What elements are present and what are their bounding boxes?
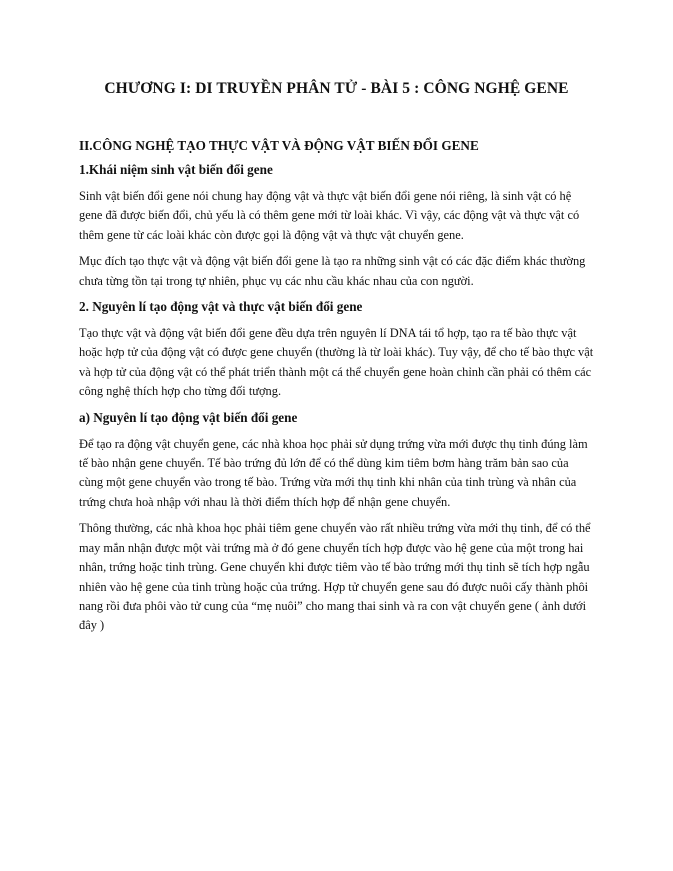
subsection-heading-principle: 2. Nguyên lí tạo động vật và thực vật biến đổi gene [79, 299, 363, 315]
subsection-heading-animal-principle: a) Nguyên lí tạo động vật biến đổi gene [79, 409, 298, 425]
document-body [79, 137, 594, 643]
paragraph-concept-definition: Sinh vật biến đổi gene nói chung hay động vật và thực vật biến đổi gene nói riêng, là sinh vật có hệ gene đã được biến đổi, chủ yếu là có thêm gene mới từ loài khác. Vì vậy, các động vật và thực vật có thêm gene từ các loài khác còn được gọi là động vật và thực vật chuyển gene. [79, 189, 580, 242]
paragraph-principle: Tạo thực vật và động vật biến đổi gene đều dựa trên nguyên lí DNA tái tổ hợp, tạo ra tế bào thực vật hoặc hợp tử của động vật có được gene chuyển (thường là từ loài khác). Tuy vậy, để cho tế bào thực vật và hợp tử của động vật có thể phát triển thành một cá thể chuyển gene hoàn chỉnh cần phải có thêm các công nghệ thích hợp cho từng đối tượng. [79, 326, 594, 399]
paragraph-concept-purpose: Mục đích tạo thực vật và động vật biến đổi gene là tạo ra những sinh vật có các đặc điểm khác thường chưa từng tồn tại trong tự nhiên, phục vụ các nhu cầu khác nhau của con người. [79, 254, 586, 288]
paragraph-animal-principle-1: Để tạo ra động vật chuyển gene, các nhà khoa học phải sử dụng trứng vừa mới được thụ tinh đúng làm tế bào nhận gene chuyển. Tế bào trứng đủ lớn để có thể dùng kim tiêm bơm hàng trăm bản sao của cùng một gene chuyển vào trong tế bào. Trứng vừa mới thụ tinh khi nhân của tinh trùng và nhân của trứng chưa hoà nhập với nhau là thời điểm thích hợp để nhận gene chuyển. [79, 436, 588, 509]
page-title: CHƯƠNG I: DI TRUYỀN PHÂN TỬ - BÀI 5 : CÔNG NGHỆ GENE [104, 80, 569, 97]
subsection-heading-concept: 1.Khái niệm sinh vật biến đổi gene [79, 162, 273, 177]
section-heading: II.CÔNG NGHỆ TẠO THỰC VẬT VÀ ĐỘNG VẬT BIẾN ĐỔI GENE [79, 138, 479, 153]
paragraph-animal-principle-2: Thông thường, các nhà khoa học phải tiêm gene chuyển vào rất nhiều trứng vừa mới thụ tinh, để có thể may mắn nhận được một vài trứng mà ở đó gene chuyển tích hợp được vào hệ gene của một trong hai nhân, trứng hoặc tinh trùng. Gene chuyển khi được tiêm vào tế bào trứng mới thụ tinh sẽ tích hợp ngẫu nhiên vào hệ gene của tinh trùng hoặc của trứng. Hợp tử chuyển gene sau đó được nuôi cấy thành phôi nang rồi đưa phôi vào tử cung của “mẹ nuôi” cho mang thai sinh và ra con vật chuyển gene ( ảnh dưới đây ) [79, 521, 591, 633]
